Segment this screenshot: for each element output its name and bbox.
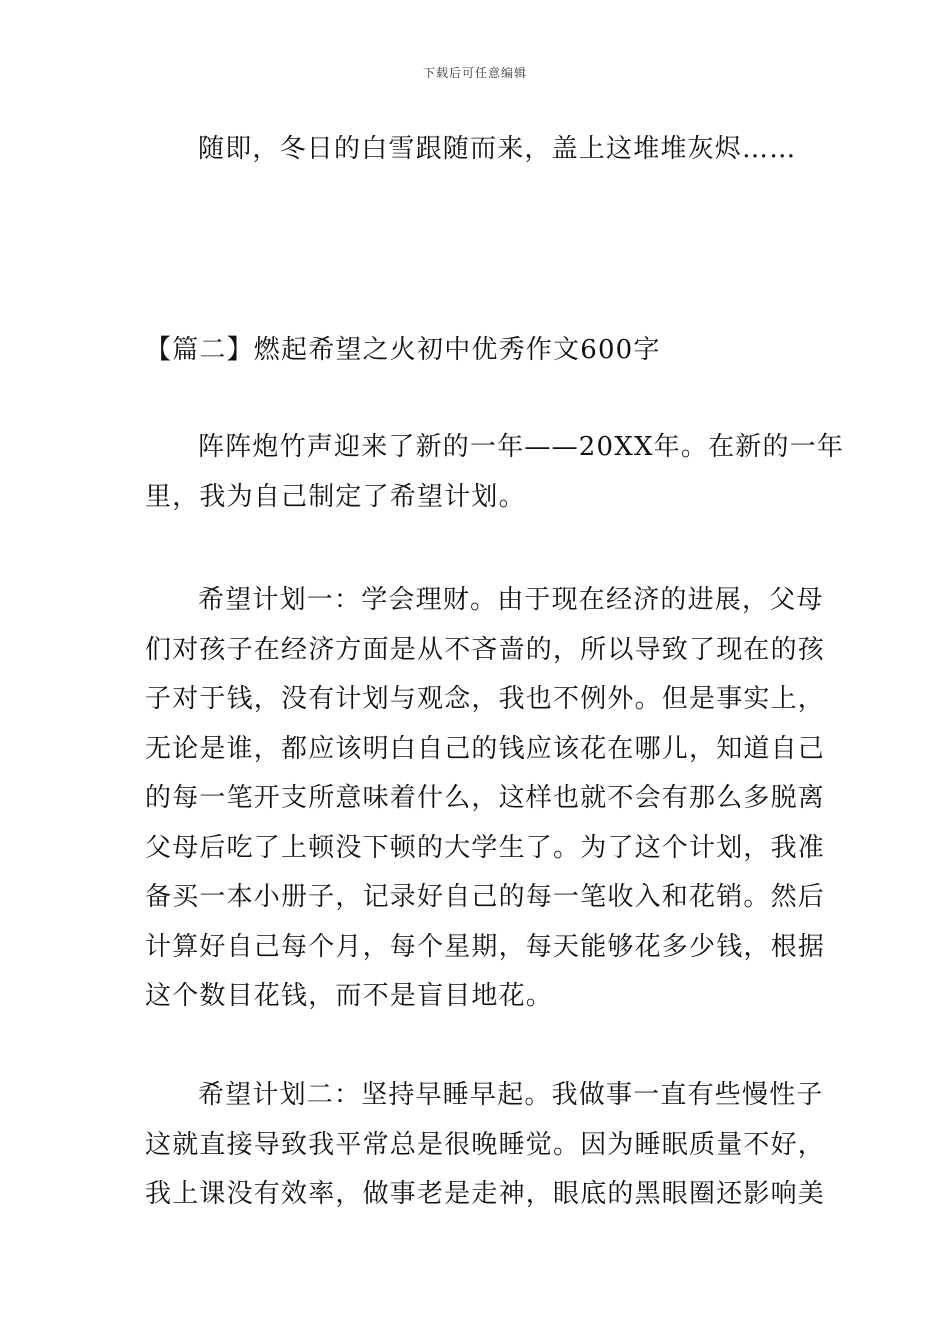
paragraph-3 [145,1071,826,1220]
paragraph-1 [145,423,845,522]
text-line: 的每一笔开支所意味着什么，这样也就不会有那么多脱离 [145,783,826,813]
text-line: 阵阵炮竹声迎来了新的一年——20XX年。在新的一年 [198,432,845,462]
text-line: 父母后吃了上顿没下顿的大学生了。为了这个计划，我准 [145,832,826,863]
text-line: 备买一本小册子，记录好自己的每一笔收入和花销。然后 [145,882,826,912]
text-line: 这就直接导致我平常总是很晚睡觉。因为睡眠质量不好， [145,1129,826,1160]
text-line: 们对孩子在经济方面是从不吝啬的，所以导致了现在的孩 [145,634,826,665]
text-line: 计算好自己每个月，每个星期，每天能够花多少钱，根据 [145,931,826,962]
paragraph-2 [145,576,826,1022]
header-note: 下载后可任意编辑 [422,66,527,80]
text-line: 无论是谁，都应该明白自己的钱应该花在哪儿，知道自己 [145,733,826,764]
text-line: 子对于钱，没有计划与观念，我也不例外。但是事实上， [145,684,826,714]
text-line: 随即，冬日的白雪跟随而来，盖上这堆堆灰烬…… [198,134,797,164]
intro-paragraph [145,125,810,175]
text-line: 这个数目花钱，而不是盲目地花。 [145,981,554,1011]
section-title [145,326,810,376]
text-line: 希望计划一：学会理财。由于现在经济的进展，父母 [198,585,824,615]
text-line: 希望计划二：坚持早睡早起。我做事一直有些慢性子 [198,1080,824,1110]
text-line: 里，我为自己制定了希望计划。 [145,481,526,512]
text-line: 我上课没有效率，做事老是走神，眼底的黑眼圈还影响美 [145,1179,826,1209]
section-title-text: 【篇二】燃起希望之火初中优秀作文600字 [145,335,661,365]
